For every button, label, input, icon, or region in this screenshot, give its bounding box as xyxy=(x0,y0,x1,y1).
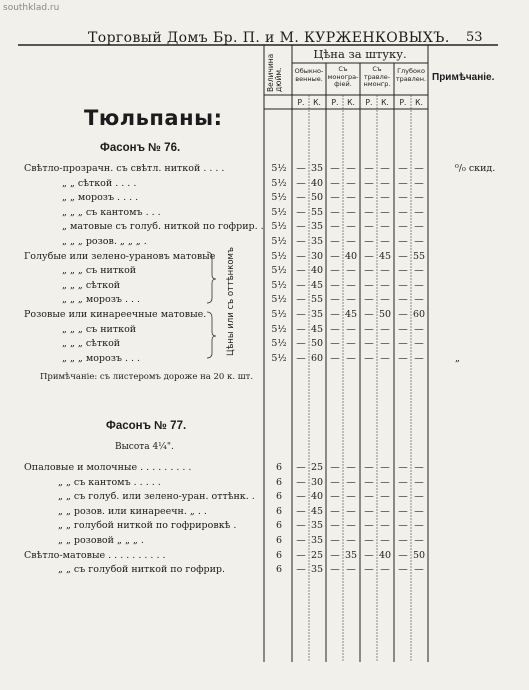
dash: — xyxy=(398,206,408,218)
dash: — xyxy=(330,236,340,247)
col-r: Р. xyxy=(365,98,373,107)
dash: — xyxy=(330,352,340,364)
dash: — xyxy=(296,206,306,218)
price-engraved: — xyxy=(380,221,390,233)
row-size: 6 xyxy=(275,462,283,473)
row-size: 5½ xyxy=(271,236,287,247)
table-row xyxy=(0,178,529,192)
price-ordinary: 35 xyxy=(310,309,324,320)
dash: — xyxy=(364,520,374,532)
price-deep: — xyxy=(414,338,424,350)
row-size: 6 xyxy=(275,535,283,546)
row-size: 6 xyxy=(275,491,283,503)
row-label: Свѣтло-прозрачн. съ свѣтл. ниткой . . . . xyxy=(24,163,225,174)
price-deep: — xyxy=(414,265,424,277)
dash: — xyxy=(398,236,408,247)
table-row xyxy=(0,535,529,549)
dash: — xyxy=(296,520,306,532)
dash: — xyxy=(330,250,340,262)
remark-column-header: Примѣчаніе. xyxy=(432,72,495,83)
price-monogram: 35 xyxy=(344,549,358,561)
table-row xyxy=(0,192,529,206)
dash: — xyxy=(330,520,340,532)
table-row xyxy=(0,221,529,235)
row-label: „ „ „ морозъ . . . xyxy=(62,294,141,306)
dash: — xyxy=(330,206,340,218)
dash: — xyxy=(364,265,374,277)
col-engraved: Съ травле- нмонгр. xyxy=(363,65,391,88)
dash: — xyxy=(296,338,306,350)
dash: — xyxy=(398,177,408,189)
price-deep: — xyxy=(414,279,424,291)
price-ordinary: 50 xyxy=(310,338,324,350)
dash: — xyxy=(330,177,340,189)
row-label: „ „ „ съ ниткой xyxy=(62,323,137,335)
dash: — xyxy=(364,279,374,291)
dash: — xyxy=(296,505,306,517)
row-label: „ „ голубой ниткой по гофрировкѣ . xyxy=(58,520,237,532)
dash: — xyxy=(398,338,408,350)
dash: — xyxy=(398,279,408,291)
dash: — xyxy=(330,505,340,517)
dash: — xyxy=(398,352,408,364)
dash: — xyxy=(398,192,408,204)
col-monogram: Съ моногра- фіей. xyxy=(327,65,359,88)
dash: — xyxy=(364,476,374,488)
col-r: Р. xyxy=(399,98,407,107)
dash: — xyxy=(398,520,408,532)
price-monogram: — xyxy=(346,476,356,488)
table-row xyxy=(0,462,529,476)
dash: — xyxy=(398,323,408,335)
dash: — xyxy=(296,177,306,189)
price-ordinary: 45 xyxy=(310,279,324,291)
price-monogram: — xyxy=(346,352,356,364)
row-size: 6 xyxy=(275,505,283,517)
price-engraved: — xyxy=(380,491,390,503)
price-monogram: — xyxy=(346,338,356,350)
row-size: 5½ xyxy=(271,338,287,350)
price-deep: — xyxy=(414,221,424,233)
price-ordinary: 35 xyxy=(310,520,324,532)
row-size: 5½ xyxy=(271,221,287,233)
row-size: 5½ xyxy=(271,192,287,204)
price-ordinary: 35 xyxy=(310,221,324,233)
table-row xyxy=(0,353,529,367)
price-ordinary: 35 xyxy=(310,535,324,546)
dash: — xyxy=(330,309,340,320)
dash: — xyxy=(330,294,340,306)
col-deep: Глубоко травлен. xyxy=(395,67,427,83)
price-monogram: — xyxy=(346,236,356,247)
col-ordinary: Обыкно- венные. xyxy=(294,67,324,83)
dash: — xyxy=(296,192,306,204)
price-deep: — xyxy=(414,323,424,335)
dash: — xyxy=(330,221,340,233)
dash: — xyxy=(330,323,340,335)
dash: — xyxy=(330,549,340,561)
dash: — xyxy=(296,564,306,576)
dash: — xyxy=(296,250,306,262)
price-ordinary: 55 xyxy=(310,294,324,306)
table-row xyxy=(0,324,529,338)
page-header-title: Торговый Домъ Бр. П. и М. КУРЖЕНКОВЫХЪ. xyxy=(88,30,450,46)
price-deep: — xyxy=(414,491,424,503)
dash: — xyxy=(364,309,374,320)
row-size: 5½ xyxy=(271,309,287,320)
dash: — xyxy=(364,352,374,364)
fason77-height: Высота 4¼". xyxy=(115,442,174,452)
row-label: „ „ „ розов. „ „ „ . xyxy=(62,236,147,247)
price-monogram: — xyxy=(346,505,356,517)
price-engraved: — xyxy=(380,192,390,204)
price-engraved: — xyxy=(380,265,390,277)
price-monogram: — xyxy=(346,192,356,204)
dash: — xyxy=(398,491,408,503)
dash: — xyxy=(296,352,306,364)
dash: — xyxy=(330,265,340,277)
page-number: 53 xyxy=(466,30,483,45)
dash: — xyxy=(364,177,374,189)
dash: — xyxy=(364,236,374,247)
price-engraved: — xyxy=(380,163,390,174)
price-engraved: — xyxy=(380,505,390,517)
price-monogram: — xyxy=(346,265,356,277)
row-size: 5½ xyxy=(271,323,287,335)
price-monogram: — xyxy=(346,177,356,189)
table-row xyxy=(0,207,529,221)
dash: — xyxy=(398,564,408,576)
price-monogram: — xyxy=(346,323,356,335)
table-row xyxy=(0,251,529,265)
price-engraved: — xyxy=(380,236,390,247)
price-deep: 60 xyxy=(412,309,426,320)
dash: — xyxy=(330,476,340,488)
price-ordinary: 25 xyxy=(310,549,324,561)
dash: — xyxy=(296,294,306,306)
table-row xyxy=(0,520,529,534)
row-label: „ „ съ голубой ниткой по гофрир. xyxy=(58,564,226,576)
price-monogram: — xyxy=(346,564,356,576)
row-size: 5½ xyxy=(271,265,287,277)
dash: — xyxy=(398,163,408,174)
dash: — xyxy=(330,564,340,576)
section-title: Тюльпаны: xyxy=(84,106,223,130)
price-engraved: — xyxy=(380,352,390,364)
price-monogram: — xyxy=(346,520,356,532)
row-label: „ „ „ сѣткой xyxy=(62,338,121,350)
dash: — xyxy=(296,491,306,503)
row-label: Голубые или зелено-урановъ матовые xyxy=(24,250,216,262)
dash: — xyxy=(296,221,306,233)
dash: — xyxy=(398,309,408,320)
dash: — xyxy=(330,462,340,473)
row-label: „ „ морозъ . . . . xyxy=(62,192,139,204)
price-monogram: — xyxy=(346,221,356,233)
dash: — xyxy=(364,163,374,174)
row-size: 6 xyxy=(275,564,283,576)
table-row xyxy=(0,280,529,294)
price-ordinary: 45 xyxy=(310,323,324,335)
price-ordinary: 60 xyxy=(310,352,324,364)
price-monogram: — xyxy=(346,206,356,218)
table-row xyxy=(0,294,529,308)
price-engraved: — xyxy=(380,177,390,189)
vertical-note: Цѣны или съ оттѣнкомъ xyxy=(226,247,236,356)
dash: — xyxy=(330,279,340,291)
price-engraved: — xyxy=(380,462,390,473)
row-size: 5½ xyxy=(271,163,287,174)
dash: — xyxy=(296,535,306,546)
price-engraved: — xyxy=(380,520,390,532)
price-engraved: 40 xyxy=(378,549,392,561)
col-k: К. xyxy=(415,98,423,107)
dash: — xyxy=(330,163,340,174)
price-ordinary: 25 xyxy=(310,462,324,473)
dash: — xyxy=(364,491,374,503)
price-engraved: — xyxy=(380,294,390,306)
price-engraved: — xyxy=(380,206,390,218)
table-row xyxy=(0,163,529,177)
price-deep: — xyxy=(414,236,424,247)
fason76-note: Примѣчаніе: съ листеромъ дороже на 20 к. шт. xyxy=(40,372,254,382)
row-label: „ „ „ морозъ . . . xyxy=(62,352,141,364)
table-row xyxy=(0,477,529,491)
price-monogram: — xyxy=(346,279,356,291)
price-deep: — xyxy=(414,192,424,204)
dash: — xyxy=(398,549,408,561)
table-row xyxy=(0,236,529,250)
table-row xyxy=(0,506,529,520)
dash: — xyxy=(364,462,374,473)
dash: — xyxy=(364,535,374,546)
price-engraved: 45 xyxy=(378,250,392,262)
price-ordinary: 40 xyxy=(310,265,324,277)
row-label: „ „ розов. или кинареечн. „ . . xyxy=(58,505,207,517)
row-size: 6 xyxy=(275,520,283,532)
table-row xyxy=(0,265,529,279)
price-engraved: 50 xyxy=(378,309,392,320)
price-engraved: — xyxy=(380,279,390,291)
table-row xyxy=(0,550,529,564)
price-deep: 50 xyxy=(412,549,426,561)
row-label: „ „ „ съ кантомъ . . . xyxy=(62,206,161,218)
price-ordinary: 35 xyxy=(310,163,324,174)
dash: — xyxy=(398,462,408,473)
dash: — xyxy=(364,221,374,233)
row-size: 5½ xyxy=(271,206,287,218)
dash: — xyxy=(364,294,374,306)
price-deep: — xyxy=(414,476,424,488)
fason76-title: Фасонъ № 76. xyxy=(100,142,181,154)
row-label: „ „ розовой „ „ „ . xyxy=(58,535,144,546)
dash: — xyxy=(398,294,408,306)
row-label: Свѣтло-матовые . . . . . . . . . . xyxy=(24,549,166,561)
row-size: 5½ xyxy=(271,279,287,291)
price-ordinary: 55 xyxy=(310,206,324,218)
col-r: Р. xyxy=(331,98,339,107)
price-deep: — xyxy=(414,505,424,517)
price-engraved: — xyxy=(380,564,390,576)
dash: — xyxy=(330,491,340,503)
row-size: 6 xyxy=(275,549,283,561)
dash: — xyxy=(296,476,306,488)
price-ordinary: 45 xyxy=(310,505,324,517)
price-engraved: — xyxy=(380,535,390,546)
size-column-header: Величина дюйм. xyxy=(266,53,283,92)
dash: — xyxy=(296,462,306,473)
price-deep: — xyxy=(414,535,424,546)
price-monogram: 45 xyxy=(344,309,358,320)
row-size: 6 xyxy=(275,476,283,488)
dash: — xyxy=(364,250,374,262)
dash: — xyxy=(398,476,408,488)
dash: — xyxy=(296,549,306,561)
dash: — xyxy=(296,163,306,174)
table-row xyxy=(0,338,529,352)
row-label: „ „ съ голуб. или зелено-уран. оттѣнк. . xyxy=(58,491,255,503)
price-deep: — xyxy=(414,520,424,532)
dash: — xyxy=(398,250,408,262)
row-size: 5½ xyxy=(271,250,287,262)
price-deep: — xyxy=(414,206,424,218)
price-engraved: — xyxy=(380,338,390,350)
row-label: „ „ съ кантомъ . . . . . xyxy=(58,476,161,488)
table-row xyxy=(0,564,529,578)
price-deep: — xyxy=(414,352,424,364)
price-monogram: 40 xyxy=(344,250,358,262)
table-row xyxy=(0,309,529,323)
row-size: 5½ xyxy=(271,294,287,306)
price-column-header: Цѣна за штуку. xyxy=(313,47,407,61)
dash: — xyxy=(296,323,306,335)
dash: — xyxy=(296,309,306,320)
price-monogram: — xyxy=(346,491,356,503)
dash: — xyxy=(364,505,374,517)
dash: — xyxy=(364,549,374,561)
dash: — xyxy=(330,192,340,204)
row-remark: ⁰/₀ скид. xyxy=(455,163,496,174)
row-remark: „ xyxy=(455,352,460,364)
site-watermark: southklad.ru xyxy=(3,3,60,13)
dash: — xyxy=(330,535,340,546)
row-label: „ „ „ сѣткой xyxy=(62,279,121,291)
price-monogram: — xyxy=(346,163,356,174)
price-deep: — xyxy=(414,564,424,576)
col-k: К. xyxy=(347,98,355,107)
dash: — xyxy=(296,279,306,291)
dash: — xyxy=(296,265,306,277)
table-row xyxy=(0,491,529,505)
price-ordinary: 40 xyxy=(310,491,324,503)
row-label: Розовые или кинареечные матовые. xyxy=(24,309,207,320)
price-engraved: — xyxy=(380,476,390,488)
dash: — xyxy=(364,564,374,576)
dash: — xyxy=(330,338,340,350)
price-monogram: — xyxy=(346,462,356,473)
dash: — xyxy=(398,535,408,546)
price-deep: — xyxy=(414,177,424,189)
row-size: 5½ xyxy=(271,177,287,189)
dash: — xyxy=(296,236,306,247)
col-k: К. xyxy=(313,98,321,107)
price-deep: — xyxy=(414,462,424,473)
price-monogram: — xyxy=(346,535,356,546)
row-label: „ матовые съ голуб. ниткой по гофрир. . xyxy=(62,221,264,233)
price-ordinary: 35 xyxy=(310,564,324,576)
price-ordinary: 40 xyxy=(310,177,324,189)
row-label: „ „ сѣткой . . . . xyxy=(62,177,137,189)
dash: — xyxy=(364,206,374,218)
dash: — xyxy=(398,505,408,517)
row-size: 5½ xyxy=(271,352,287,364)
price-ordinary: 30 xyxy=(310,476,324,488)
price-deep: — xyxy=(414,163,424,174)
dash: — xyxy=(364,338,374,350)
price-ordinary: 50 xyxy=(310,192,324,204)
price-engraved: — xyxy=(380,323,390,335)
col-r: Р. xyxy=(297,98,305,107)
price-deep: 55 xyxy=(412,250,426,262)
price-monogram: — xyxy=(346,294,356,306)
fason77-title: Фасонъ № 77. xyxy=(106,420,187,432)
dash: — xyxy=(364,323,374,335)
price-ordinary: 35 xyxy=(310,236,324,247)
row-label: Опаловые и молочные . . . . . . . . . xyxy=(24,462,192,473)
dash: — xyxy=(398,221,408,233)
col-k: К. xyxy=(381,98,389,107)
price-ordinary: 30 xyxy=(310,250,324,262)
price-deep: — xyxy=(414,294,424,306)
dash: — xyxy=(364,192,374,204)
row-label: „ „ „ съ ниткой xyxy=(62,265,137,277)
dash: — xyxy=(398,265,408,277)
